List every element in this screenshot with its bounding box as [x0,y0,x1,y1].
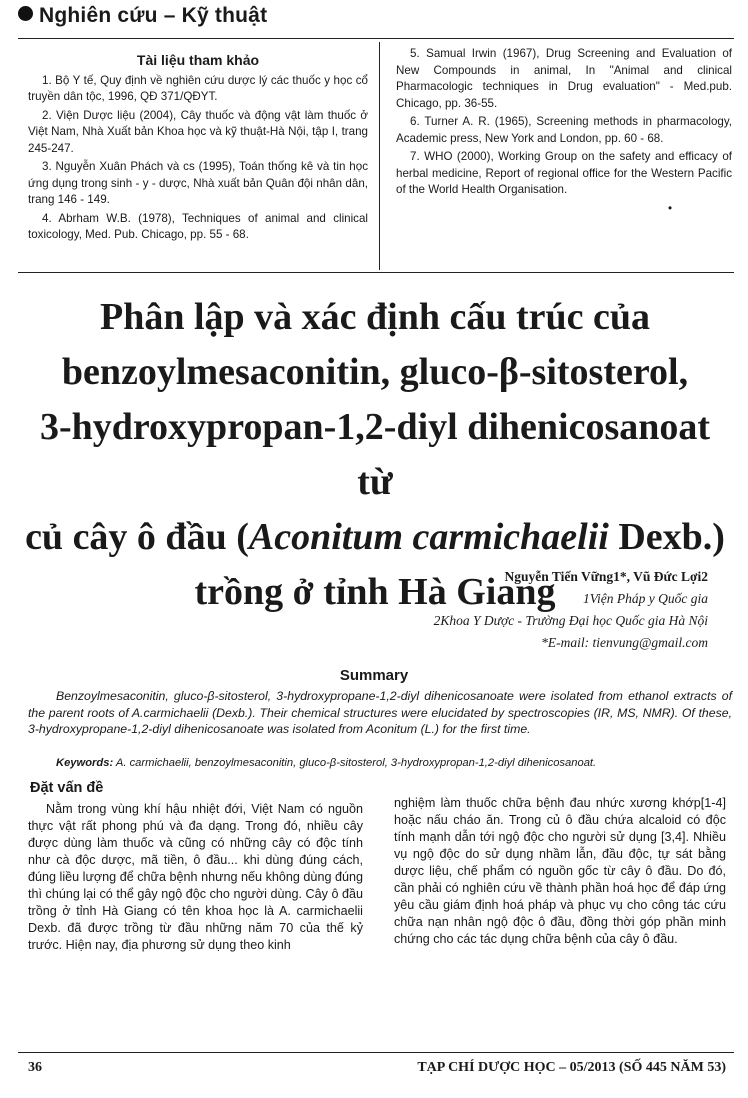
affiliation: 2Khoa Y Dược - Trường Đại học Quốc gia Hà Nội [433,613,708,628]
page-number: 36 [28,1060,42,1075]
section-title: Nghiên cứu – Kỹ thuật [39,4,268,27]
title-text: củ cây ô đầu ( [25,516,249,558]
author-block [434,566,708,654]
reference-item: 3. Nguyễn Xuân Phách và cs (1995), Toán thống kê và tin học ứng dụng trong sinh - y - dược, Nhà xuất bản Quân đội nhân dân, trang 146 - 149. [28,160,368,206]
reference-item: 1. Bộ Y tế, Quy định về nghiên cứu dược lý các thuốc y học cổ truyền dân tộc, 1996, QĐ 371/QĐYT. [28,73,368,103]
reference-item: 7. WHO (2000), Working Group on the safety and efficacy of herbal medicine, Report of regional office for the Western Pacific of the World Health Organisation. [396,150,732,196]
top-divider [18,38,734,39]
reference-item: 5. Samual Irwin (1967), Drug Screening and Evaluation of New Compounds in animal, In "Animal and clinical Pharmacologic techniques in Drug evaluation" - Med.pub. Chicago, pp. 36-55. [396,47,732,110]
title-line: 3-hydroxypropan-1,2-diyl dihenicosanoat từ [39,406,711,503]
affiliation: 1Viện Pháp y Quốc gia [583,591,708,606]
keywords [56,757,736,769]
references-right-column [396,46,732,217]
references-divider [18,272,734,273]
author-email: *E-mail: tienvung@gmail.com [541,635,708,650]
title-line: trồng ở tỉnh Hà Giang [194,571,556,613]
journal-name: TẠP CHÍ DƯỢC HỌC – 05/2013 (SỐ 445 NĂM 53) [417,1060,726,1075]
body-paragraph: Nằm trong vùng khí hậu nhiệt đới, Việt Nam có nguồn thực vật rất phong phú và đa dạng. Trong đó, nhiều cây được dùng làm thuốc và cũng có những cây có độc tính như cà độc dược, mã tiền, ô đầu... khi dùng đúng cách, đúng liều lượng để chữa bệnh nhưng nếu không dùng đúng thì chúng lại có thể gây ngộ độc cho người dùng. Cây ô đầu trồng ở tỉnh Hà Giang có tên khoa học là A. carmichaelii Dexb. đã được trồng từ đầu những năm 70 của thế kỷ trước. Hiện nay, địa phương sử dụng theo kinh [28,802,363,952]
bullet-icon [18,6,33,21]
keywords-list: A. carmichaelii, benzoylmesaconitin, gluco-β-sitosterol, 3-hydroxypropan-1,2-diyl dihenicosanoat. [115,757,597,769]
references-left-column [28,52,368,246]
reference-item: 2. Viện Dược liệu (2004), Cây thuốc và động vật làm thuốc ở Việt Nam, Nhà Xuất bản Khoa học và kỹ thuật-Hà Nội, tập I, trang 245-247. [28,108,368,155]
column-divider [379,42,380,270]
body-heading: Đặt vấn đề [30,780,104,796]
title-line: Phân lập và xác định cấu trúc của [99,296,651,338]
reference-item: 6. Turner A. R. (1965), Screening methods in pharmacology, Academic press, New York and London, pp. 60 - 68. [396,115,732,145]
end-mark: • [667,201,672,215]
author-names: Nguyễn Tiến Vững1*, Vũ Đức Lợi2 [504,569,708,584]
references-heading: Tài liệu tham khảo [136,52,260,68]
title-line: benzoylmesaconitin, gluco-β-sitosterol, [61,351,689,393]
summary-heading: Summary [339,667,409,684]
section-heading [18,4,267,28]
species-name: Aconitum carmichaelii [248,516,609,558]
title-line [20,510,730,565]
keywords-label: Keywords: [56,757,114,769]
body-right-column [394,795,726,948]
footer-divider [18,1052,734,1053]
body-left-column [28,780,363,954]
body-paragraph: nghiệm làm thuốc chữa bệnh đau nhức xương khớp[1-4] hoặc nấu cháo ăn. Trong củ ô đầu chứa alcaloid có độc tính mạnh dẫn tới ngộ độc cho người sử dụng [3,4]. Nhiều vụ ngộ độc do sử dụng nhầm lẫn, đầu độc, tự sát bằng dược liệu, chế phẩm có nguồn gốc từ cây ô đầu. Do đó, cần phải có nghiên cứu về thành phần hoá học để đáp ứng yêu cầu giám định hoá pháp và phục vụ cho công tác cứu chữa nạn nhân ngộ độc ô đầu, đồng thời góp phần minh chứng cho các tác dụng chữa bệnh của cây ô đầu. [394,796,726,946]
reference-item: 4. Abrham W.B. (1978), Techniques of animal and clinical toxicology, Med. Pub. Chicago, pp. 55 - 68. [28,211,368,241]
title-text: Dexb.) [608,516,725,558]
summary-text: Benzoylmesaconitin, gluco-β-sitosterol, 3-hydroxypropane-1,2-diyl dihenicosanoate were isolated from ethanol extracts of the parent roots of A.carmichaelii (Dexb.). Their chemical structures were elucidated by spectroscopies (IR, MS, NMR). Of these, 3-hydroxypropane-1,2-diyl dihenicosanoate was isolated from Aconitum (L.) for the first time. [28,689,732,736]
